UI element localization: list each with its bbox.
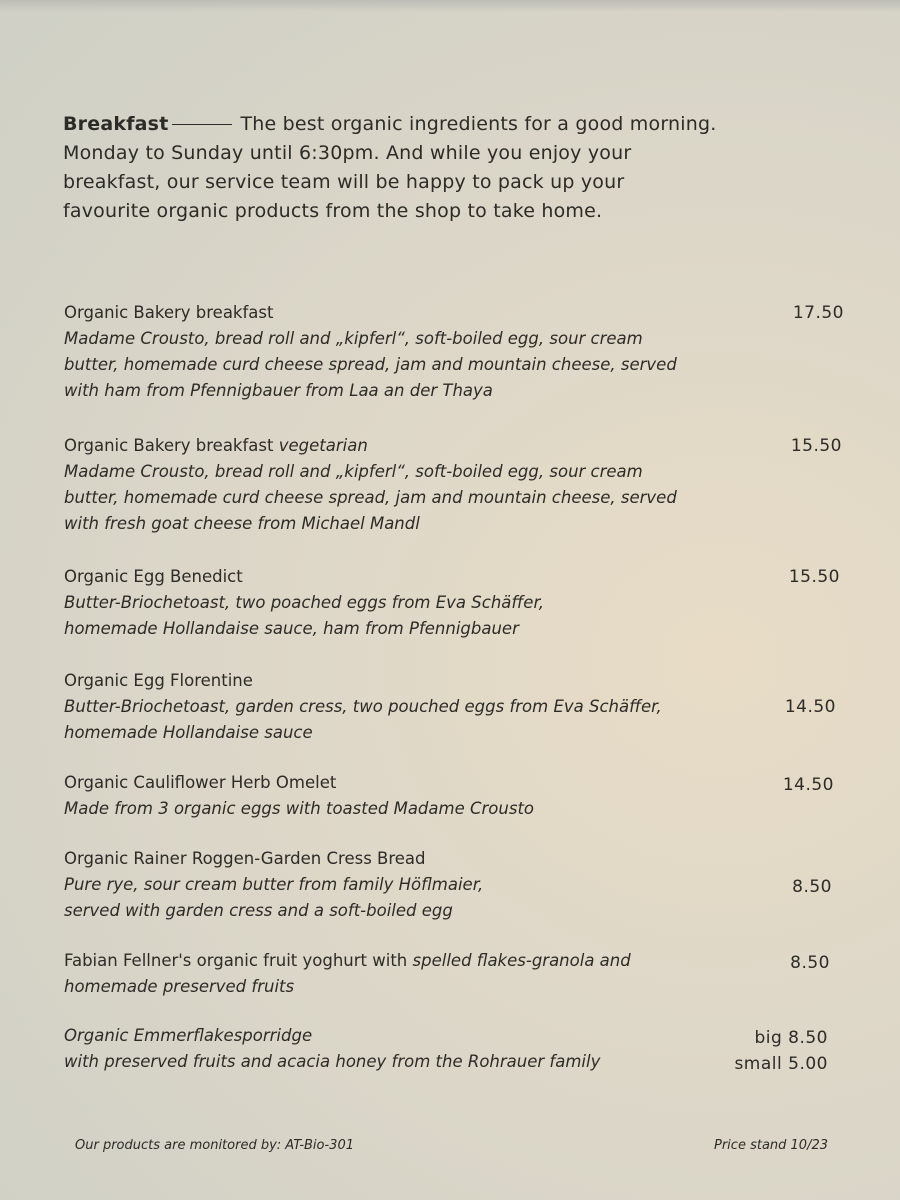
item-desc-line: butter, homemade curd cheese spread, jam and mountain cheese, served	[64, 355, 677, 374]
footer-certification: Our products are monitored by: AT-Bio-301	[75, 1138, 354, 1153]
intro-line-2: Monday to Sunday until 6:30pm. And while you enjoy your	[63, 142, 632, 164]
menu-item	[64, 433, 854, 537]
intro-line-4: favourite organic products from the shop to take home.	[63, 200, 603, 222]
item-desc-line: Madame Crousto, bread roll and „kipferl“, soft-boiled egg, sour cream	[64, 462, 643, 481]
menu-item	[64, 948, 854, 1000]
heading-dash	[172, 124, 232, 125]
item-desc-line: served with garden cress and a soft-boiled egg	[64, 901, 453, 920]
item-name: Organic Rainer Roggen-Garden Cress Bread	[64, 849, 426, 868]
intro-line-3: breakfast, our service team will be happy to pack up your	[63, 171, 625, 193]
footer-price-stand: Price stand 10/23	[714, 1138, 828, 1153]
item-desc-line: Butter-Briochetoast, two poached eggs from Eva Schäffer,	[64, 593, 544, 612]
menu-item	[64, 846, 854, 924]
item-name: Organic Emmerflakesporridge	[64, 1026, 313, 1045]
item-desc-line: homemade Hollandaise sauce, ham from Pfennigbauer	[64, 619, 519, 638]
item-price-small: small 5.00	[734, 1054, 828, 1074]
intro-paragraph	[63, 110, 723, 226]
item-name: Organic Bakery breakfast	[64, 303, 274, 322]
page-edge	[0, 0, 900, 12]
item-desc-line: with fresh goat cheese from Michael Mandl	[64, 514, 420, 533]
item-desc-line: with ham from Pfennigbauer from Laa an der Thaya	[64, 381, 493, 400]
menu-item	[64, 770, 854, 822]
item-name: Organic Cauliflower Herb Omelet	[64, 773, 337, 792]
item-desc-line: with preserved fruits and acacia honey from the Rohrauer family	[64, 1052, 601, 1071]
item-desc-line: butter, homemade curd cheese spread, jam and mountain cheese, served	[64, 488, 677, 507]
intro-line-1: The best organic ingredients for a good morning.	[240, 113, 717, 135]
menu-item	[64, 668, 854, 746]
menu-item	[64, 1023, 854, 1075]
item-name: Organic Bakery breakfast vegetarian	[64, 436, 368, 455]
item-name: Organic Egg Florentine	[64, 671, 253, 690]
item-name: Fabian Fellner's organic fruit yoghurt with spelled flakes-granola and	[64, 951, 631, 970]
item-desc-line: Butter-Briochetoast, garden cress, two pouched eggs from Eva Schäffer,	[64, 697, 662, 716]
item-desc-line: Made from 3 organic eggs with toasted Madame Crousto	[64, 799, 535, 818]
menu-item	[64, 564, 854, 642]
item-price: 8.50	[790, 953, 830, 973]
item-price: 14.50	[782, 775, 834, 795]
item-price: 17.50	[792, 303, 844, 323]
item-price: 14.50	[784, 697, 836, 717]
item-name: Organic Egg Benedict	[64, 567, 243, 586]
item-desc-line: homemade Hollandaise sauce	[64, 723, 313, 742]
item-desc-line: Madame Crousto, bread roll and „kipferl“, soft-boiled egg, sour cream	[64, 329, 643, 348]
item-desc-line: homemade preserved fruits	[64, 977, 295, 996]
menu-item	[64, 300, 854, 404]
item-price: 15.50	[790, 436, 842, 456]
item-price-big: big 8.50	[754, 1028, 828, 1048]
section-heading: Breakfast	[63, 113, 169, 135]
item-price: 15.50	[788, 567, 840, 587]
item-price: 8.50	[792, 877, 832, 897]
item-desc-line: Pure rye, sour cream butter from family Höflmaier,	[64, 875, 484, 894]
